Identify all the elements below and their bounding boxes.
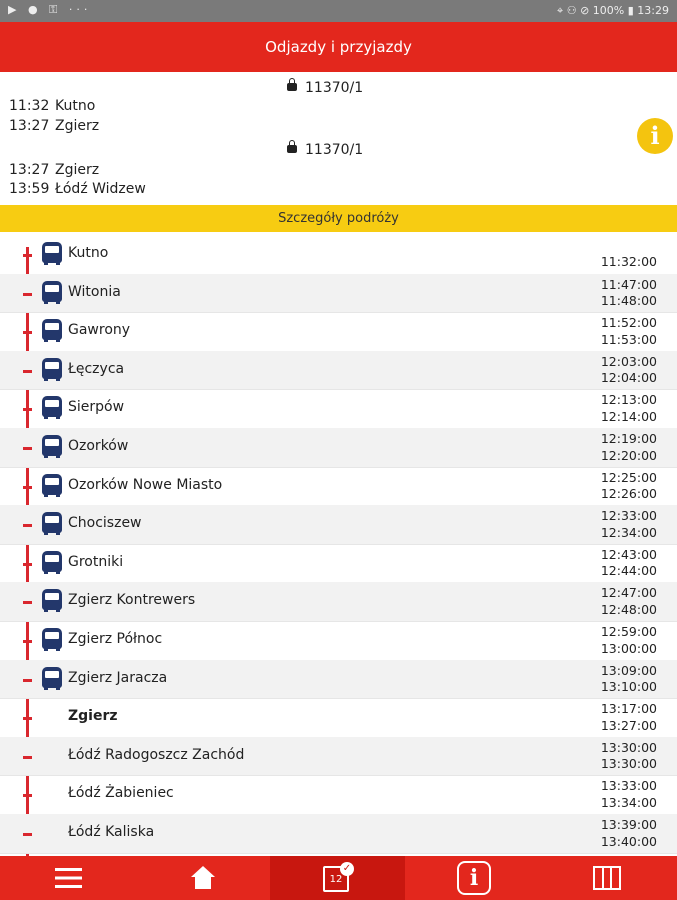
departure-time: 12:48:00 xyxy=(600,601,657,617)
info-icon: i xyxy=(457,861,491,895)
stop-times xyxy=(601,740,657,773)
stop-times xyxy=(601,817,657,850)
stop-times xyxy=(601,624,657,657)
bus-icon xyxy=(42,667,62,688)
lock-icon xyxy=(287,83,297,91)
stop-name: Witonia xyxy=(68,283,121,300)
leg-1-departure: 11:32 Kutno xyxy=(9,98,96,114)
departure-time: 11:53:00 xyxy=(600,331,657,347)
map-button[interactable] xyxy=(540,856,675,900)
route-stop-marker xyxy=(23,717,32,720)
arrival-time: 13:17:00 xyxy=(600,701,657,717)
bus-icon xyxy=(42,319,62,340)
route-stop-marker xyxy=(23,833,32,836)
departure-time: 13:27:00 xyxy=(600,717,657,733)
route-stop-marker xyxy=(23,640,32,643)
bus-icon xyxy=(42,589,62,610)
stop-row[interactable] xyxy=(0,737,677,777)
arrival-time: 12:59:00 xyxy=(600,624,657,639)
calendar-icon: 12 xyxy=(323,866,349,892)
home-button[interactable] xyxy=(135,856,270,900)
stop-row[interactable] xyxy=(0,582,677,622)
stop-times xyxy=(601,701,657,734)
stop-row[interactable] xyxy=(0,235,677,275)
stop-name: Zgierz Północ xyxy=(68,631,163,647)
route-stop-marker xyxy=(23,679,32,682)
route-stop-marker xyxy=(23,601,32,604)
departure-time: 13:30:00 xyxy=(600,756,657,772)
departure-time: 13:00:00 xyxy=(600,640,657,656)
stops-list xyxy=(0,235,677,856)
departure-time: 12:14:00 xyxy=(600,408,657,424)
section-header xyxy=(0,205,677,232)
bus-icon xyxy=(42,435,62,456)
check-icon: ✓ xyxy=(340,862,354,876)
stop-name: Zgierz xyxy=(68,708,118,725)
status-bar xyxy=(0,0,677,22)
stop-name: Zgierz Kontrewers xyxy=(68,592,196,609)
leg-2-departure: 13:27 Zgierz xyxy=(9,162,100,178)
arrival-time: 13:39:00 xyxy=(600,817,657,832)
stop-row[interactable] xyxy=(0,505,677,545)
route-stop-marker xyxy=(23,794,32,797)
stop-times xyxy=(601,547,657,580)
arrival-time: 12:25:00 xyxy=(600,469,657,485)
stop-row[interactable] xyxy=(0,467,677,507)
stop-row[interactable] xyxy=(0,428,677,468)
bus-icon xyxy=(42,551,62,572)
status-icons-right: ⌖ ⚇ ⊘ 100% ▮ 13:29 xyxy=(557,4,669,17)
arrival-time: 11:52:00 xyxy=(600,315,657,331)
stop-name: Łódź Radogoszcz Zachód xyxy=(68,746,245,763)
bus-icon xyxy=(42,474,62,495)
arrival-time: 13:30:00 xyxy=(600,739,657,755)
stop-times xyxy=(601,508,657,541)
stop-name: Zgierz Jaracza xyxy=(68,669,168,686)
departure-time: 12:44:00 xyxy=(600,563,657,579)
page-title: Odjazdy i przyjazdy xyxy=(265,38,412,56)
info-badge-icon[interactable]: i xyxy=(637,118,673,154)
bus-icon xyxy=(42,358,62,379)
route-stop-marker xyxy=(23,563,32,566)
route-stop-marker xyxy=(23,293,32,296)
leg-2-arrival: 13:59 Łódź Widzew xyxy=(9,181,146,197)
arrival-time: 13:09:00 xyxy=(600,662,657,678)
menu-button[interactable] xyxy=(0,856,135,900)
stop-name: Grotniki xyxy=(68,553,124,570)
lock-icon xyxy=(287,145,297,153)
stop-name: Ozorków xyxy=(68,438,129,454)
stop-name: Kutno xyxy=(68,245,109,261)
departure-time: 12:20:00 xyxy=(600,447,657,463)
departure-time: 13:10:00 xyxy=(600,679,657,695)
train-number-2: 11370/1 xyxy=(287,142,363,158)
stop-row[interactable] xyxy=(0,544,677,584)
route-stop-marker xyxy=(23,486,32,489)
stop-row[interactable] xyxy=(0,698,677,738)
info-button[interactable] xyxy=(405,856,540,900)
arrival-time: 12:03:00 xyxy=(600,353,657,369)
departure-time: 13:40:00 xyxy=(600,833,657,849)
stop-times xyxy=(601,585,657,618)
stop-name: Sierpów xyxy=(68,399,125,416)
route-stop-marker xyxy=(23,447,32,450)
bottom-nav xyxy=(0,856,677,900)
app-header xyxy=(0,22,677,72)
departure-time: 12:34:00 xyxy=(600,524,657,540)
stop-times xyxy=(601,277,657,310)
route-stop-marker xyxy=(23,524,32,527)
departure-time: 13:34:00 xyxy=(600,794,657,810)
route-stop-marker xyxy=(23,370,32,373)
journey-summary xyxy=(0,72,677,205)
map-icon xyxy=(593,866,621,890)
stop-row[interactable] xyxy=(0,814,677,854)
stop-row[interactable] xyxy=(0,351,677,391)
stop-times xyxy=(601,470,657,503)
stop-name: Ozorków Nowe Miasto xyxy=(68,476,223,493)
stop-times xyxy=(601,354,657,387)
menu-icon xyxy=(55,868,82,888)
arrival-time: 12:43:00 xyxy=(600,546,657,562)
home-icon xyxy=(190,866,216,890)
stop-name: Gawrony xyxy=(68,322,131,339)
arrival-time: 12:47:00 xyxy=(600,585,657,601)
section-title: Szczegóły podróży xyxy=(278,211,399,226)
route-stop-marker xyxy=(23,254,32,257)
route-stop-marker xyxy=(23,408,32,411)
departure-time: 12:26:00 xyxy=(600,486,657,502)
departure-time: 11:48:00 xyxy=(600,293,657,309)
bus-icon xyxy=(42,242,62,263)
departure-time: 11:32:00 xyxy=(600,254,657,269)
calendar-button[interactable] xyxy=(270,856,405,900)
train-number-1: 11370/1 xyxy=(287,80,363,96)
arrival-time: 13:33:00 xyxy=(600,778,657,794)
leg-1-arrival: 13:27 Zgierz xyxy=(9,118,100,134)
stop-name: Chociszew xyxy=(68,515,142,532)
arrival-time: 12:19:00 xyxy=(600,431,657,446)
arrival-time: 12:13:00 xyxy=(600,392,657,408)
bus-icon xyxy=(42,512,62,533)
departure-time: 12:04:00 xyxy=(600,370,657,386)
stop-row[interactable] xyxy=(0,621,677,661)
stop-name: Łęczyca xyxy=(68,360,125,377)
stop-times xyxy=(601,663,657,696)
stop-row[interactable] xyxy=(0,389,677,429)
stop-times xyxy=(601,431,657,464)
stop-row[interactable] xyxy=(0,775,677,815)
stop-row[interactable] xyxy=(0,274,677,314)
status-icons-left: ▶ ● ⚿ ··· xyxy=(8,3,92,16)
route-stop-marker xyxy=(23,756,32,759)
bus-icon xyxy=(42,281,62,302)
stop-times xyxy=(601,392,657,425)
bus-icon xyxy=(42,396,62,417)
stop-name: Łódź Żabieniec xyxy=(68,785,174,802)
stop-times xyxy=(601,254,657,271)
arrival-time: 11:47:00 xyxy=(600,276,657,292)
route-stop-marker xyxy=(23,331,32,334)
stop-row[interactable] xyxy=(0,660,677,700)
bus-icon xyxy=(42,628,62,649)
stop-times xyxy=(601,778,657,811)
stop-times xyxy=(601,315,657,348)
stop-row[interactable] xyxy=(0,312,677,352)
stop-name: Łódź Kaliska xyxy=(68,824,155,840)
arrival-time: 12:33:00 xyxy=(600,508,657,524)
